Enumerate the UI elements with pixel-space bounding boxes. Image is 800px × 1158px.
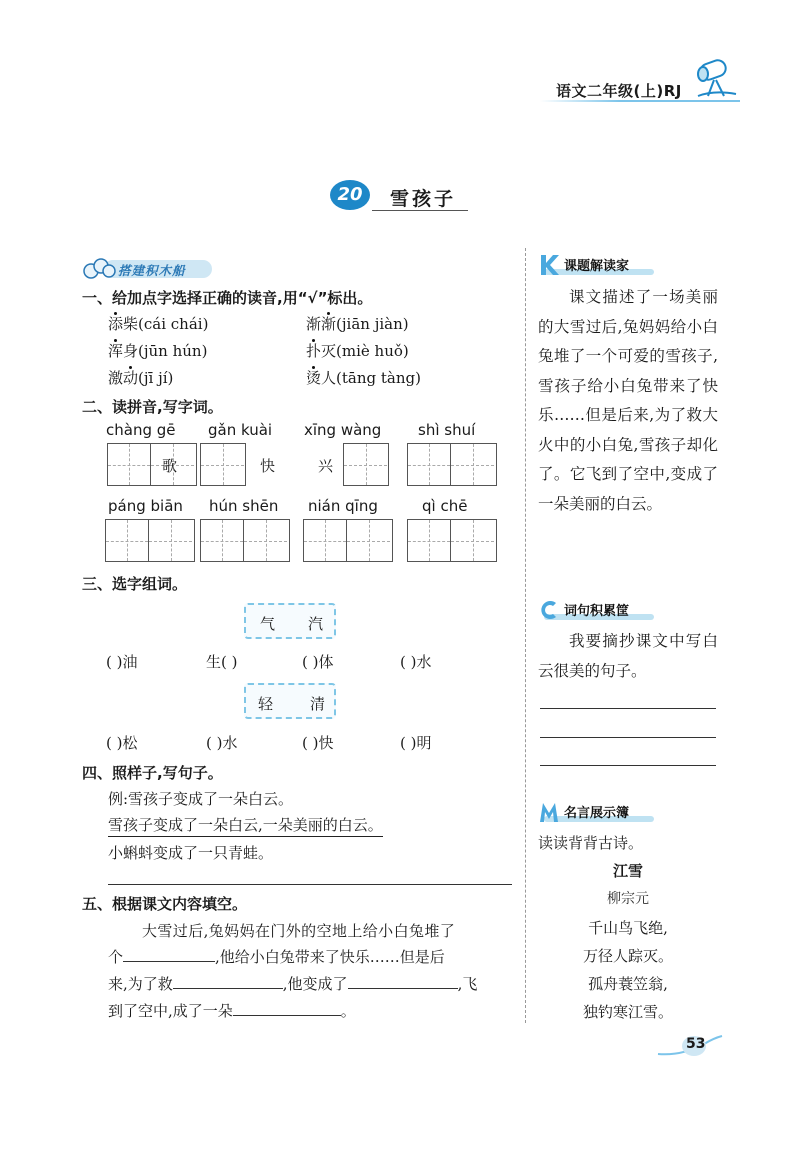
example-sentence: 例:雪孩子变成了一朵白云。 bbox=[108, 790, 294, 808]
given-char: 兴 bbox=[318, 457, 334, 475]
fill-paragraph-line: 大雪过后,兔妈妈在门外的空地上给小白兔堆了 bbox=[142, 922, 456, 940]
answer-line[interactable] bbox=[540, 765, 716, 766]
pinyin-label: hún shēn bbox=[209, 497, 279, 515]
poem-line: 千山鸟飞绝, bbox=[588, 919, 668, 937]
fill-word[interactable]: ( )松 bbox=[106, 734, 138, 752]
sidebar-heading-3: 名言展示簿 bbox=[538, 800, 658, 826]
fill-paragraph-line: 个 ,他给小白兔带来了快乐……但是后 bbox=[108, 948, 445, 966]
writing-grid[interactable] bbox=[303, 519, 393, 562]
section-banner bbox=[82, 256, 216, 280]
letter-m-icon bbox=[538, 800, 560, 824]
s3-heading: 三、选字组词。 bbox=[82, 575, 188, 593]
pinyin-label: shì shuí bbox=[418, 421, 476, 439]
answer-line[interactable] bbox=[108, 884, 512, 885]
pinyin-label: xīng wàng bbox=[304, 421, 382, 439]
fill-word[interactable]: ( )快 bbox=[302, 734, 334, 752]
fill-word[interactable]: ( )体 bbox=[302, 653, 334, 671]
s1-item: 浑身(jūn hún) bbox=[108, 342, 208, 360]
poem-line: 独钓寒江雪。 bbox=[582, 1003, 673, 1021]
sidebar-text-2: 我要摘抄课文中写白云很美的句子。 bbox=[538, 632, 718, 680]
given-char: 歌 bbox=[162, 457, 178, 475]
given-char: 快 bbox=[260, 457, 276, 475]
title-underline bbox=[372, 210, 468, 211]
fill-paragraph-line: 来,为了救 ,他变成了 ,飞 bbox=[108, 975, 478, 993]
sidebar-heading-1: 课题解读家 bbox=[538, 253, 658, 279]
writing-grid[interactable] bbox=[200, 519, 290, 562]
writing-grid[interactable] bbox=[105, 519, 195, 562]
s1-item: 激动(jī jí) bbox=[108, 369, 174, 387]
pinyin-label: páng biān bbox=[108, 497, 183, 515]
fill-blank[interactable] bbox=[348, 988, 458, 989]
column-divider bbox=[525, 248, 526, 1023]
poem-line: 万径人踪灭。 bbox=[582, 947, 673, 965]
writing-grid[interactable] bbox=[107, 443, 197, 486]
fill-word[interactable]: 生( ) bbox=[206, 653, 238, 671]
s1-heading: 一、给加点字选择正确的读音,用“√”标出。 bbox=[82, 289, 373, 307]
lesson-title bbox=[330, 180, 470, 214]
s4-heading: 四、照样子,写句子。 bbox=[82, 764, 223, 782]
pinyin-label: qì chē bbox=[422, 497, 468, 515]
s1-item: 渐渐(jiān jiàn) bbox=[306, 315, 409, 333]
s1-item: 烫人(tāng tàng) bbox=[306, 369, 421, 387]
answer-line[interactable] bbox=[540, 708, 716, 709]
sidebar-heading-2: 词句积累筐 bbox=[538, 598, 658, 624]
telescope-icon bbox=[694, 56, 740, 100]
prompt-sentence: 小蝌蚪变成了一只青蛙。 bbox=[108, 844, 274, 862]
pinyin-label: gǎn kuài bbox=[208, 421, 273, 439]
letter-k-icon bbox=[538, 253, 560, 277]
fill-word[interactable]: ( )水 bbox=[206, 734, 238, 752]
s5-heading: 五、根据课文内容填空。 bbox=[82, 895, 248, 913]
letter-c-icon bbox=[538, 598, 560, 622]
header-rule bbox=[540, 100, 740, 102]
poem-author: 柳宗元 bbox=[607, 891, 649, 907]
s1-item: 扑灭(miè huǒ) bbox=[306, 342, 409, 360]
writing-grid[interactable] bbox=[407, 519, 497, 562]
writing-grid[interactable] bbox=[407, 443, 497, 486]
poem-title: 江雪 bbox=[612, 862, 643, 880]
s2-heading: 二、读拼音,写字词。 bbox=[82, 398, 223, 416]
s1-item: 添柴(cái chái) bbox=[108, 315, 209, 333]
cloud-icon bbox=[82, 256, 118, 282]
example-answer: 雪孩子变成了一朵白云,一朵美丽的白云。 bbox=[108, 814, 383, 837]
fill-blank[interactable] bbox=[173, 988, 283, 989]
fill-word[interactable]: ( )油 bbox=[106, 653, 138, 671]
pinyin-label: nián qīng bbox=[308, 497, 378, 515]
writing-grid[interactable] bbox=[200, 443, 246, 486]
banner-label: 搭建积木船 bbox=[118, 263, 186, 278]
fill-word[interactable]: ( )水 bbox=[400, 653, 432, 671]
fill-blank[interactable] bbox=[123, 961, 215, 962]
answer-line[interactable] bbox=[540, 737, 716, 738]
pinyin-label: chàng gē bbox=[106, 421, 176, 439]
fill-paragraph-line: 到了空中,成了一朵 。 bbox=[108, 1002, 356, 1020]
poem-line: 孤舟蓑笠翁, bbox=[588, 975, 668, 993]
sidebar-text-1: 课文描述了一场美丽的大雪过后,兔妈妈给小白兔堆了一个可爱的雪孩子,雪孩子给小白兔带来了快乐……但是后来,为了救大火中的小白兔,雪孩子却化了。它飞到了空中,变成了一朵美丽的白云。 bbox=[538, 288, 718, 513]
page-number: 53 bbox=[686, 1036, 706, 1052]
writing-grid[interactable] bbox=[343, 443, 389, 486]
book-label: 语文二年级(上)RJ bbox=[556, 82, 682, 100]
fill-word[interactable]: ( )明 bbox=[400, 734, 432, 752]
lesson-number: 20 bbox=[330, 180, 370, 210]
char-choice-box: 气 汽 bbox=[244, 603, 336, 639]
page-number-badge bbox=[662, 1032, 722, 1058]
poem-intro: 读读背背古诗。 bbox=[538, 834, 644, 852]
fill-blank[interactable] bbox=[233, 1015, 341, 1016]
char-choice-box: 轻 清 bbox=[244, 683, 336, 719]
lesson-title-text: 雪孩子 bbox=[390, 188, 457, 210]
